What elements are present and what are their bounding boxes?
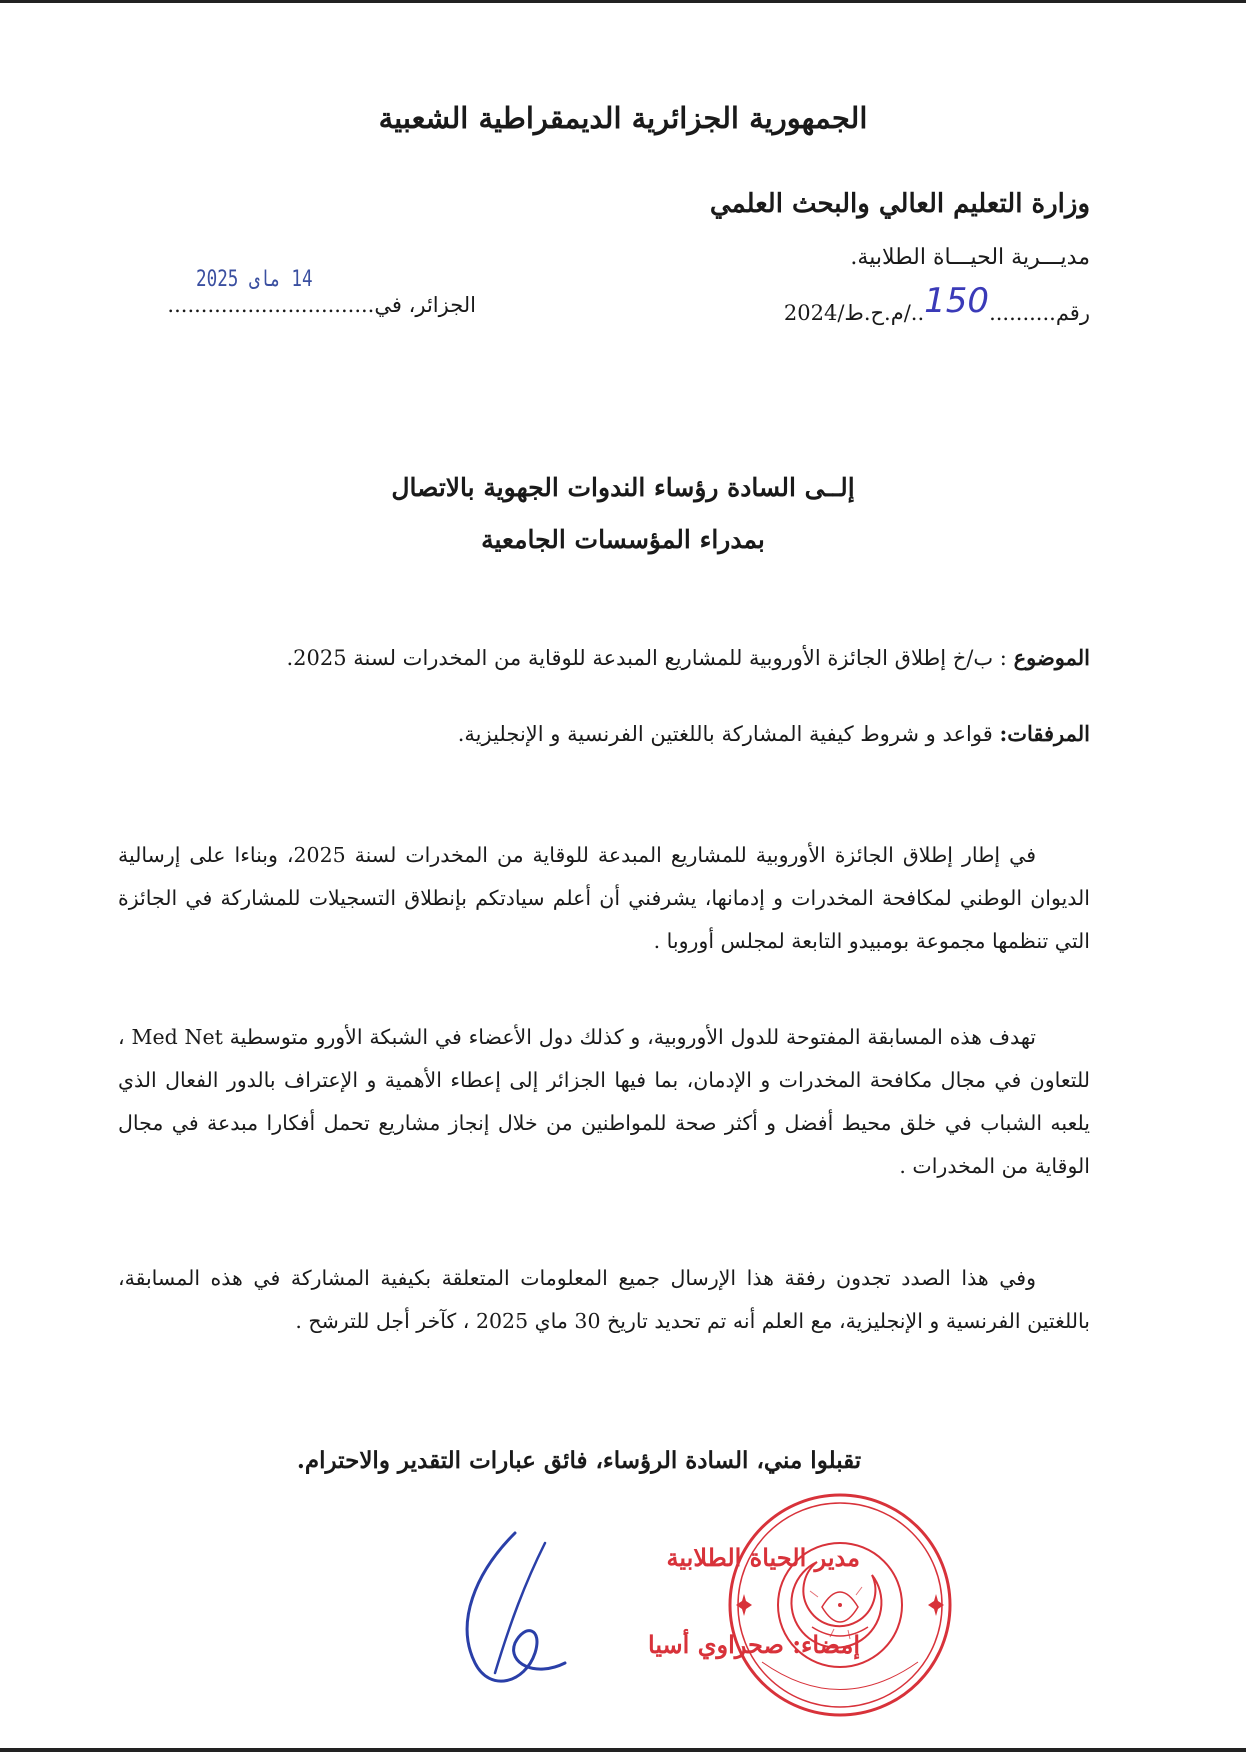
signatory-title: مدير الحياة الطلابية (666, 1543, 860, 1572)
reference-number (783, 281, 1090, 329)
attachments-line (458, 721, 1090, 746)
addressee-line-2: بمدراء المؤسسات الجامعية (481, 525, 765, 554)
ministry-name: وزارة التعليم العالي والبحث العلمي (709, 189, 1090, 219)
directorate-name: مديـــرية الحيـــاة الطلابية. (850, 245, 1090, 270)
reference-handwritten-number: 150 (924, 281, 990, 321)
handwritten-signature-icon (415, 1513, 615, 1713)
body-paragraph-text: تهدف هذه المسابقة المفتوحة للدول الأوروبية، و كذلك دول الأعضاء في الشبكة الأورو متوسطية Med Net ، للتعاون في مجال مكافحة المخدرات و الإدمان، بما فيها الجزائر إلى إعطاء الأهمية و الإعتراف بالدور الفعال الذي يلعبه الشباب في خلق محيط أفضل و أكثر صحة للمواطنين من خلال إنجاز مشاريع تحمل أفكارا مبدعة في مجال الوقاية من المخدرات . (118, 1025, 1090, 1178)
attachments-label: المرفقات: (999, 721, 1090, 746)
body-paragraph (118, 1257, 1090, 1343)
body-paragraph-text: في إطار إطلاق الجائزة الأوروبية للمشاريع المبدعة للوقاية من المخدرات لسنة 2025، وبناءا على إرسالية الديوان الوطني لمكافحة المخدرات و إدمانها، يشرفني أن أعلم سيادتكم بإنطلاق التسجيلات للمشاركة في الجائزة التي تنظمها مجموعة بومبيدو التابعة لمجلس أوروبا . (118, 843, 1090, 953)
reference-suffix: ../م.ح.ط/2024 (783, 301, 925, 325)
reference-prefix: رقم.......... (989, 301, 1090, 325)
body-paragraph (118, 834, 1090, 963)
subject-label: الموضوع (1013, 645, 1090, 670)
subject-text: : ب/خ إطلاق الجائزة الأوروبية للمشاريع المبدعة للوقاية من المخدرات لسنة 2025. (286, 646, 1014, 670)
addressee-line-1: إلــى السادة رؤساء الندوات الجهوية بالاتصال (391, 473, 855, 502)
body-paragraph (118, 1016, 1090, 1188)
place-date-line: الجزائر، في............................... (167, 293, 476, 317)
subject-line (286, 645, 1090, 670)
body-paragraph-text: وفي هذا الصدد تجدون رفقة هذا الإرسال جميع المعلومات المتعلقة بكيفية المشاركة في هذه المسابقة، باللغتين الفرنسية و الإنجليزية، مع العلم أنه تم تحديد تاريخ 30 ماي 2025 ، كآخر أجل للترشح . (118, 1266, 1090, 1333)
closing-formula: تقبلوا مني، السادة الرؤساء، فائق عبارات التقدير والاحترام. (296, 1447, 862, 1474)
attachments-text: قواعد و شروط كيفية المشاركة باللغتين الفرنسية و الإنجليزية. (457, 722, 1000, 746)
date-stamp: 14 ماى 2025 (196, 267, 313, 292)
signatory-name: إمضاء: صحراوي أسيا (648, 1630, 860, 1659)
republic-header: الجمهورية الجزائرية الديمقراطية الشعبية (378, 101, 868, 135)
